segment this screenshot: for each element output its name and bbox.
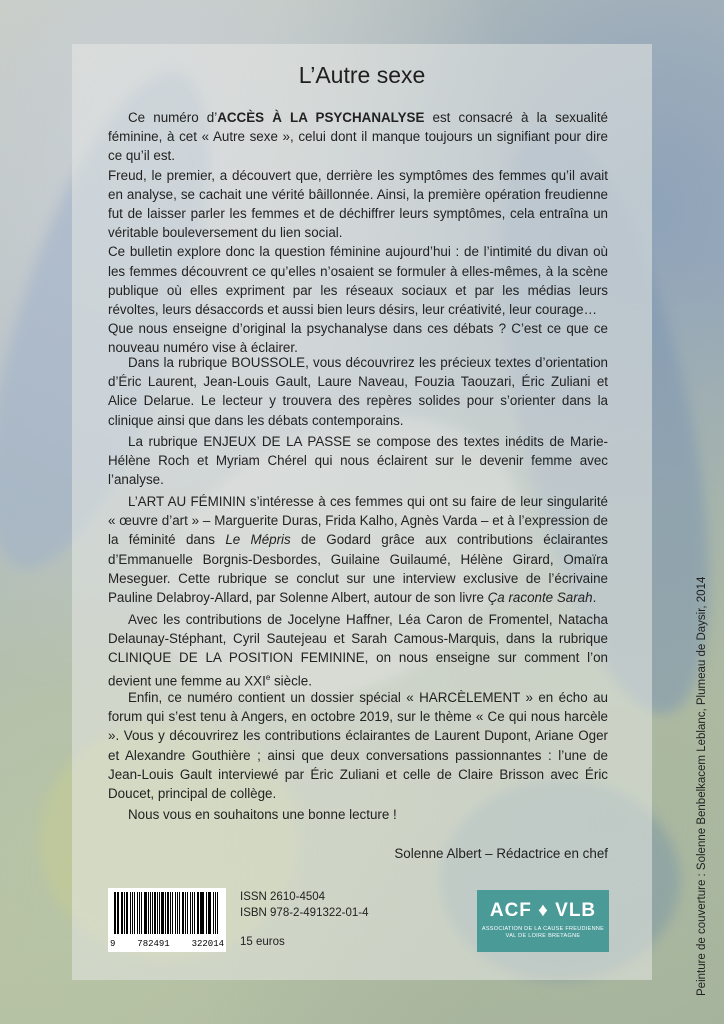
barcode: [108, 888, 226, 952]
barcode-bar: [177, 892, 178, 934]
barcode-bar: [200, 892, 201, 934]
barcode-bar: [206, 892, 207, 934]
barcode-bar: [137, 892, 138, 934]
clinique-paragraph: Avec les contributions de Jocelyne Haffner, Léa Caron de Fromentel, Natacha Delaunay-Stéphant, Cyril Sautejeau et Sarah Camous-Marquis, dans la rubrique CLINIQUE DE LA POSITION FEMININE, on nous enseigne sur comment l’on devient une femme au XXIe siècle.: [108, 612, 608, 689]
barcode-bar: [159, 892, 160, 934]
barcode-bars: [114, 892, 220, 934]
acf-vlb-logo: [477, 890, 609, 952]
barcode-bar: [208, 892, 209, 934]
barcode-bar: [114, 892, 116, 934]
barcode-bar: [170, 892, 171, 934]
intro-line-1: Ce numéro d’ACCÈS À LA PSYCHANALYSE est consacré à la sexualité féminine, à cet « Autre sexe », celui dont il manque toujours un signifiant pour dire ce qu’il est.: [108, 110, 608, 164]
price: 15 euros: [240, 936, 285, 948]
page-title: L’Autre sexe: [298, 62, 426, 88]
signature: Solenne Albert – Rédactrice en chef: [394, 846, 608, 861]
barcode-bar: [190, 892, 192, 934]
barcode-bar: [161, 892, 163, 934]
logo-subtitle: ASSOCIATION DE LA CAUSE FREUDIENNE VAL DE LOIRE BRETAGNE: [481, 926, 605, 939]
barcode-bar: [172, 892, 173, 934]
barcode-bar: [209, 892, 211, 934]
barcode-bar: [139, 892, 140, 934]
barcode-bar: [187, 892, 188, 934]
intro-line-4: Que nous enseigne d’original la psychanalyse dans ces débats ? C’est ce que ce nouveau numéro vise à éclairer.: [108, 321, 608, 356]
barcode-bar: [124, 892, 125, 934]
cover-credit: Peinture de couverture : Solenne Benbelkacem Leblanc, Plumeau de Daysir, 2014: [696, 576, 708, 996]
barcode-bar: [194, 892, 195, 934]
boussole-paragraph: Dans la rubrique BOUSSOLE, vous découvrirez les précieux textes d’orientation d’Éric Laurent, Jean-Louis Gault, Laure Naveau, Fouzia Taouzari, Éric Zuliani et Alice Delarue. Le lecteur y trouvera des repères solides pour s’orienter dans la clinique ainsi que dans les débats contemporains.: [108, 355, 608, 428]
book-title: Ça raconte Sarah: [487, 590, 593, 606]
barcode-bar: [121, 892, 123, 934]
harcelement-paragraph: Enfin, ce numéro contient un dossier spécial « HARCÈLEMENT » en écho au forum qui s’est tenu à Angers, en octobre 2019, sur le thème « Ce qui nous harcèle ». Vous y découvrirez les contributions éclairantes de Laurent Dupont, Ariane Oger et Alexandre Gouthière ; ainsi que deux conversations passionnantes : l’une de Jean-Louis Gault interviewé par Éric Zuliani et celle de Claire Brisson avec Éric Doucet, principal de collège.: [108, 690, 608, 802]
isbn: ISBN 978-2-491322-01-4: [240, 907, 369, 919]
barcode-bar: [197, 892, 199, 934]
issn: ISSN 2610-4504: [240, 891, 326, 903]
intro-line-2: Freud, le premier, a découvert que, derrière les symptômes des femmes qu’il avait en analyse, se cachait une vérité bâillonnée. Ainsi, la première opération freudienne fut de laisser parler les femmes et de déchiffrer leurs symptômes, cela entraîna un véritable bouleversement du lien social.: [108, 167, 608, 241]
barcode-bar: [201, 892, 203, 934]
barcode-bar: [130, 892, 131, 934]
barcode-bar: [141, 892, 143, 934]
enjeux-paragraph: La rubrique ENJEUX DE LA PASSE se compose des textes inédits de Marie-Hélène Roch et Myriam Chérel qui nous éclairent sur le devenir femme avec l’analyse.: [108, 434, 608, 488]
barcode-bar: [185, 892, 186, 934]
barcode-bar: [217, 892, 218, 934]
barcode-bar: [117, 892, 118, 934]
logo-wordmark: ACF ♦ VLB: [489, 900, 597, 921]
art-au-feminin-paragraph: L’ART AU FÉMININ s’intéresse à ces femmes qui ont su faire de leur singularité « œuvre d’art » – Marguerite Duras, Frida Kalho, Agnès Varda – et à l’expression de la féminité dans Le Mépris de Godard grâce aux contributions éclairantes d’Emmanuelle Borgnis-Desbordes, Guilaine Guilaumé, Hélène Girard, Omaïra Meseguer. Cette rubrique se conclut sur une interview exclusive de l’écrivaine Pauline Delabroy-Allard, par Solenne Albert, autour de son livre Ça raconte Sarah.: [108, 494, 608, 606]
barcode-bar: [152, 892, 153, 934]
barcode-bar: [213, 892, 214, 934]
closing-paragraph: Nous vous en souhaitons une bonne lecture !: [128, 807, 397, 822]
barcode-bar: [132, 892, 133, 934]
barcode-bar: [126, 892, 128, 934]
film-title: Le Mépris: [225, 532, 291, 548]
intro-line-3: Ce bulletin explore donc la question féminine aujourd’hui : de l’intimité du divan où les femmes découvrent ce qu’elles n’osaient se formuler à elles-mêmes, à la scène publique où elles expriment par les réseaux sociaux et par les médias leurs révoltes, leurs désaccords et aussi bien leurs désirs, leur créativité, leur courage…: [108, 244, 608, 318]
barcode-bar: [118, 892, 119, 934]
barcode-bar: [179, 892, 180, 934]
barcode-bar: [134, 892, 136, 934]
barcode-bar: [154, 892, 156, 934]
barcode-bar: [175, 892, 177, 934]
barcode-bar: [150, 892, 151, 934]
barcode-bar: [215, 892, 217, 934]
barcode-bar: [182, 892, 184, 934]
intro-paragraph: [108, 108, 608, 358]
barcode-bar: [148, 892, 149, 934]
issn-isbn-block: [240, 889, 369, 921]
barcode-digits: 9 782491 322014: [110, 939, 224, 949]
bulletin-name: ACCÈS À LA PSYCHANALYSE: [217, 110, 425, 125]
barcode-bar: [167, 892, 169, 934]
barcode-bar: [157, 892, 158, 934]
barcode-bar: [144, 892, 146, 934]
barcode-bar: [165, 892, 166, 934]
barcode-bar: [192, 892, 193, 934]
